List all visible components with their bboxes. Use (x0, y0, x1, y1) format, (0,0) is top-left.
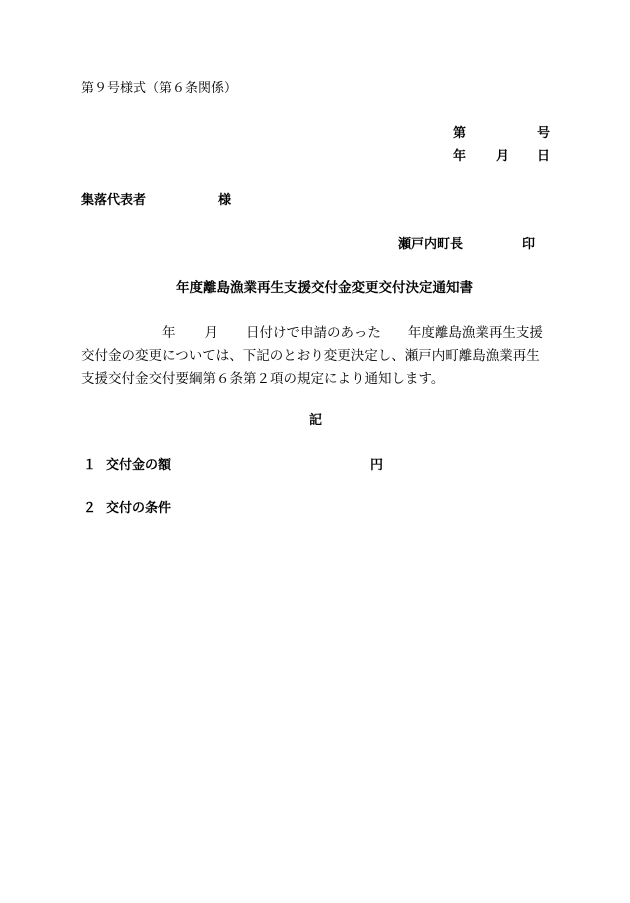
body-line-1-rest: 日付けで申請のあった 年度離島漁業再生支援 (246, 325, 543, 341)
document-title: 年度離島漁業再生支援交付金変更交付決定通知書 (176, 280, 473, 296)
issuer-title: 瀬戸内町長 (398, 237, 464, 252)
body-month-label: 月 (204, 325, 218, 341)
document-number-prefix: 第 (453, 126, 467, 141)
body-line-3: 支援交付金交付要綱第６条第２項の規定により通知します。 (81, 371, 445, 387)
body-line-1 (81, 322, 553, 345)
item-1-label: 交付金の額 (106, 458, 172, 473)
date-year-label: 年 (453, 149, 467, 164)
date-month-label: 月 (496, 149, 510, 164)
document-number-suffix: 号 (537, 126, 551, 141)
addressee-honorific: 様 (218, 193, 232, 208)
issuer-seal: 印 (522, 237, 536, 252)
form-label: 第９号様式（第６条関係） (81, 81, 238, 96)
item-2-number: ２ (83, 501, 97, 516)
ki-heading: 記 (309, 413, 323, 428)
body-line-2: 交付金の変更については、下記のとおり変更決定し、瀬戸内町離島漁業再生 (81, 348, 540, 364)
date-day-label: 日 (537, 149, 551, 164)
body-year-label: 年 (162, 325, 176, 341)
item-1-number: １ (83, 458, 97, 473)
item-1-unit: 円 (370, 458, 384, 473)
addressee-name: 集落代表者 (81, 193, 147, 208)
item-2-label: 交付の条件 (106, 501, 172, 516)
body-paragraph (81, 322, 553, 391)
